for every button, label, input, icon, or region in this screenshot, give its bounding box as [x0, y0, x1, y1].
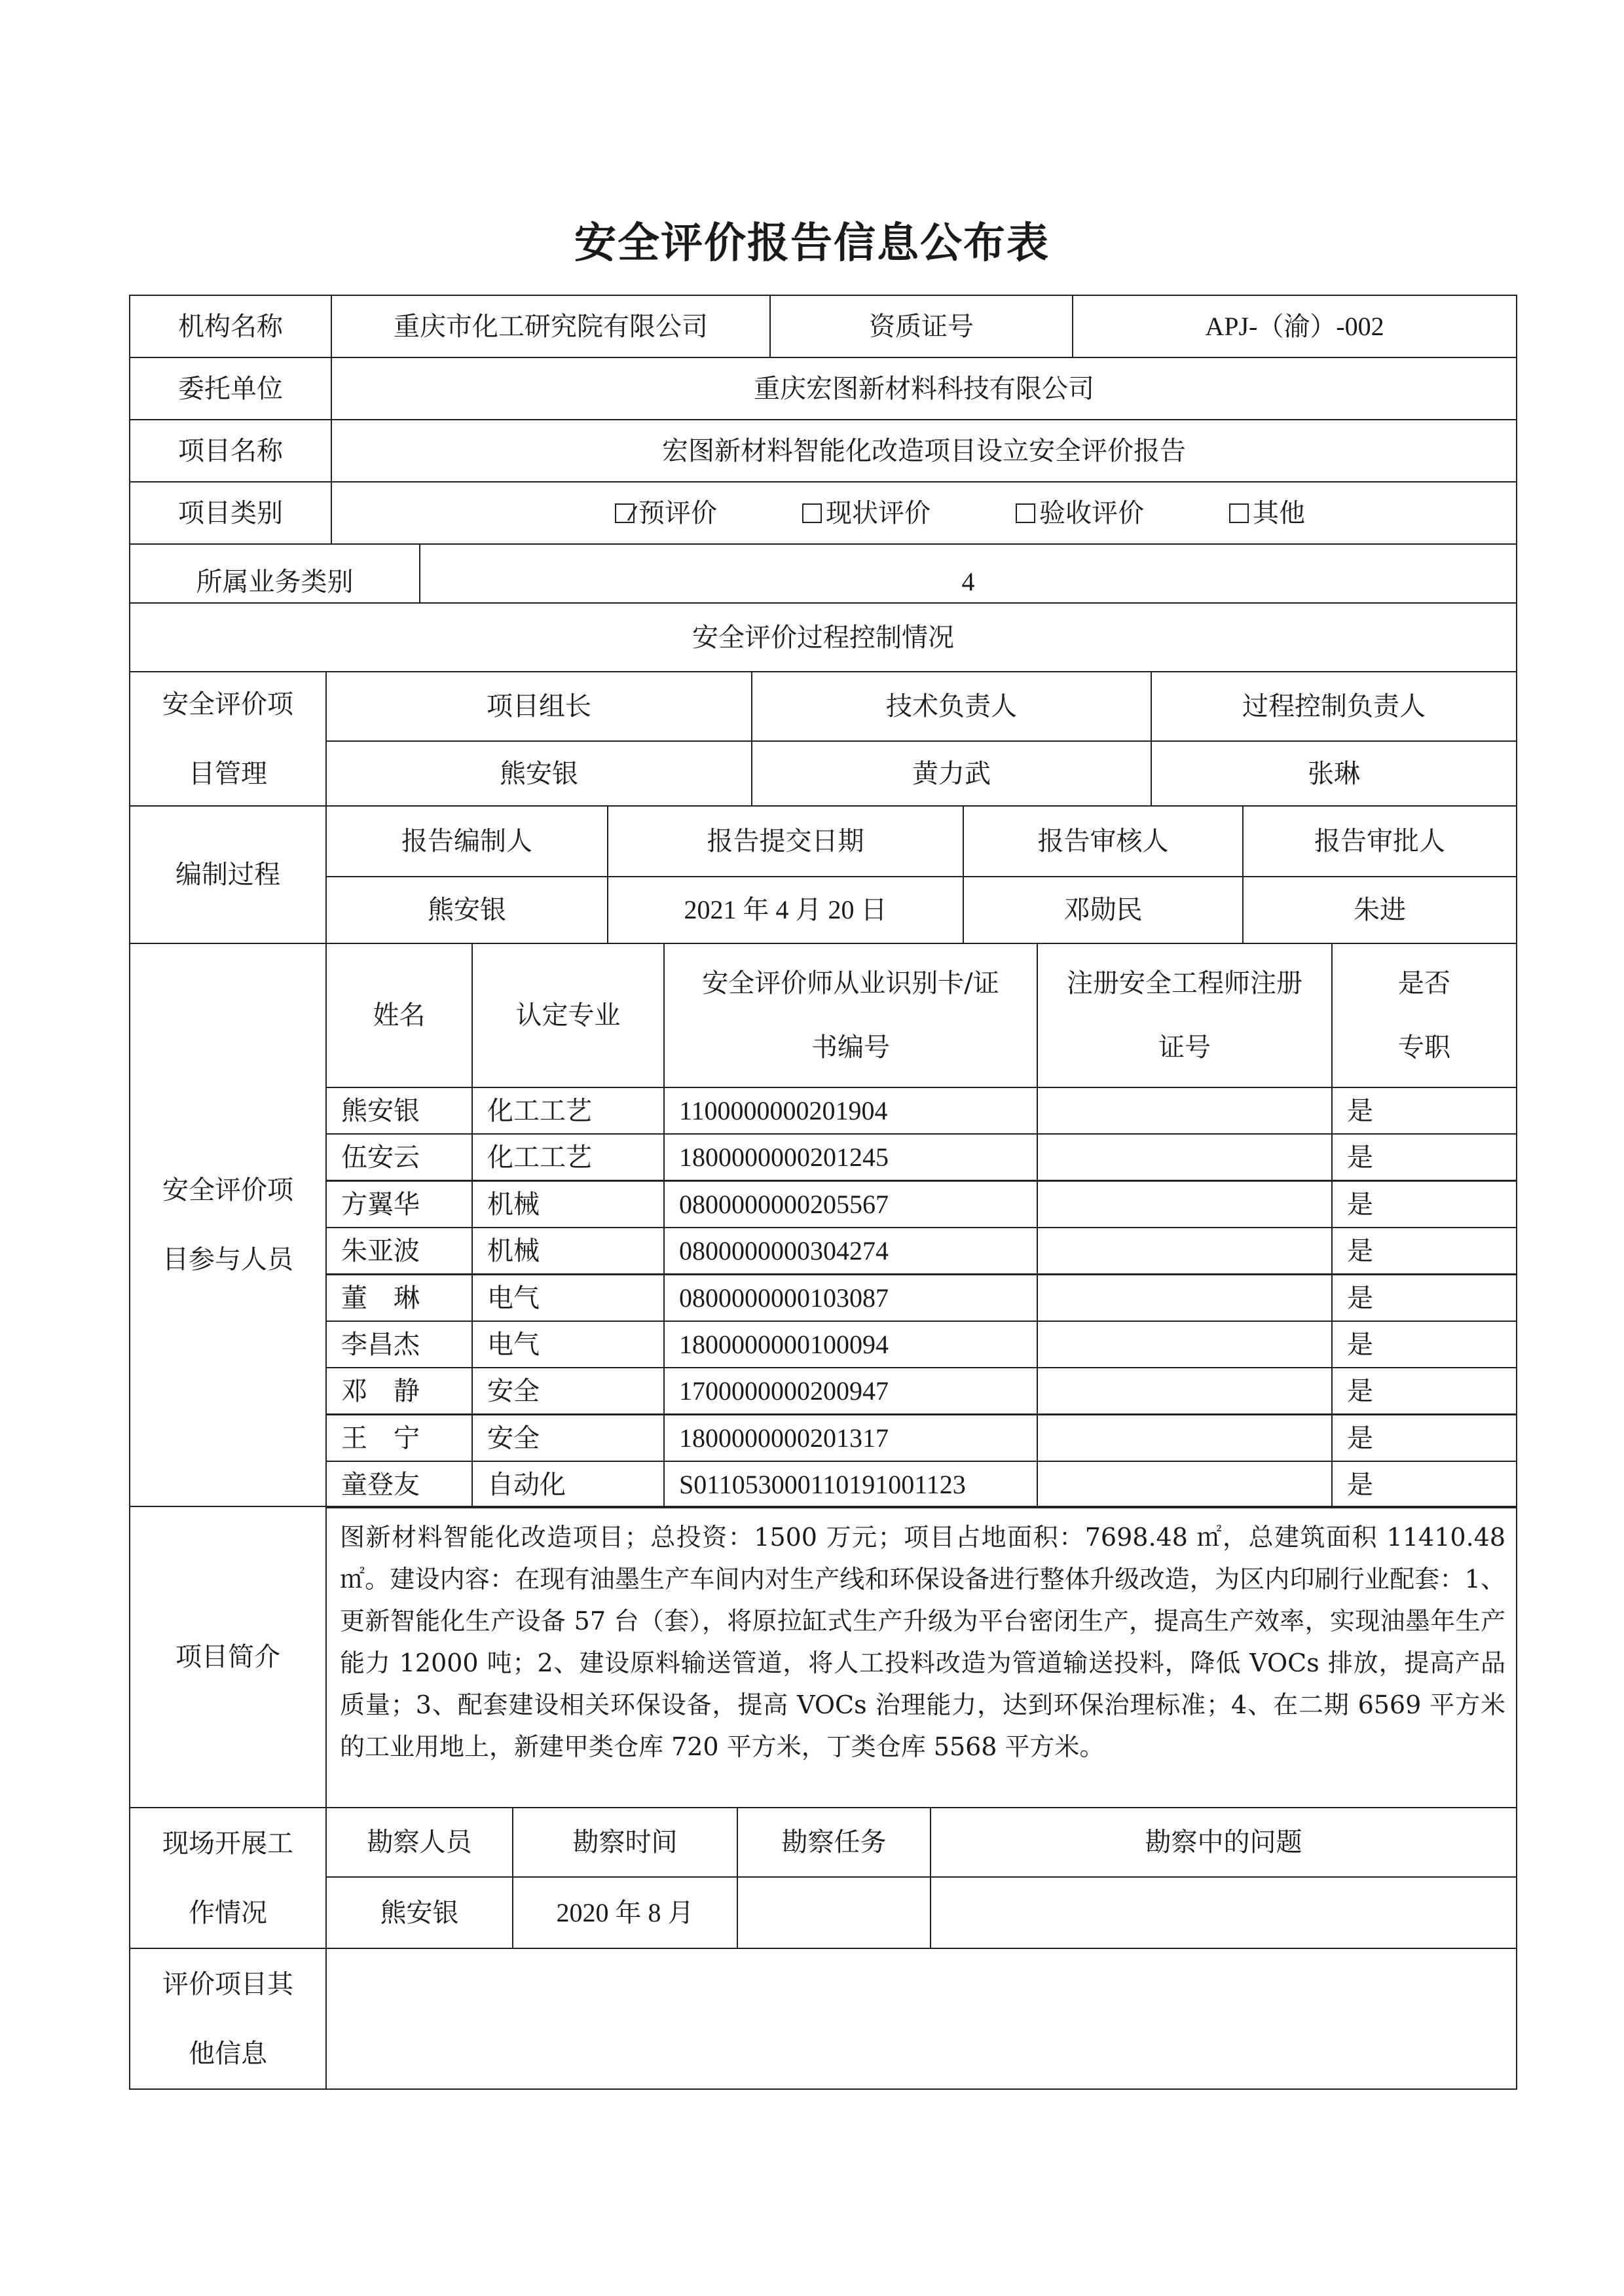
compilation-value-reviewer [963, 876, 1244, 944]
management-header-text: 项目组长 [487, 691, 591, 721]
participant-name: 李昌杰 [341, 1329, 420, 1360]
site-work-header-text: 勘察任务 [781, 1827, 887, 1857]
cert-label-text: 资质证号 [869, 311, 974, 342]
site-work-value-text: 熊安银 [380, 1897, 459, 1928]
participant-name: 童登友 [341, 1469, 420, 1500]
participant-name-cell [325, 1227, 473, 1275]
compilation-header-approver [1242, 805, 1517, 877]
site-work-header-staff [325, 1807, 513, 1878]
participant-major: 电气 [487, 1283, 540, 1313]
site-work-label [129, 1807, 327, 1949]
site-work-value-staff [325, 1876, 513, 1949]
participant-name-cell [325, 1133, 473, 1181]
participants-header-text: 姓名 [373, 1000, 426, 1030]
org-name-value-text: 重庆市化工研究院有限公司 [394, 311, 708, 342]
participant-name: 董 琳 [341, 1283, 420, 1313]
client-value [331, 357, 1517, 420]
site-work-label-line1: 现场开展工 [162, 1828, 293, 1859]
participant-fulltime: 是 [1347, 1329, 1373, 1360]
participant-fulltime: 是 [1347, 1235, 1373, 1266]
process-section-title-text: 安全评价过程控制情况 [692, 622, 954, 653]
org-name-value [331, 295, 771, 358]
participant-fulltime-cell [1331, 1274, 1517, 1322]
participant-name-cell [325, 1414, 473, 1462]
category-option-label: 验收评价 [1039, 498, 1144, 528]
site-work-header-text: 勘察中的问题 [1145, 1827, 1302, 1857]
participant-card: 0800000000103087 [679, 1283, 889, 1313]
cert-value-text: APJ-（渝）-002 [1205, 311, 1384, 341]
summary-text [325, 1506, 1517, 1808]
site-work-header-task [737, 1807, 931, 1878]
compilation-value-author [325, 876, 608, 944]
site-work-header-text: 勘察人员 [367, 1827, 472, 1857]
management-value-tech [751, 740, 1152, 807]
category-option-acceptance[interactable] [1016, 497, 1144, 530]
participant-major: 化工工艺 [487, 1095, 592, 1126]
participant-major-cell [471, 1133, 665, 1181]
participant-major: 电气 [487, 1329, 540, 1360]
category-option-pre[interactable] [615, 497, 717, 530]
participant-card-cell [663, 1414, 1038, 1462]
participants-header-text: 证号 [1158, 1032, 1211, 1063]
org-name-label [129, 295, 332, 358]
summary-label-text: 项目简介 [175, 1642, 280, 1672]
category-option-label: 其他 [1253, 498, 1305, 528]
participant-major: 化工工艺 [487, 1142, 592, 1173]
participant-fulltime-cell [1331, 1180, 1517, 1228]
participant-fulltime: 是 [1347, 1376, 1373, 1406]
compilation-header-text: 报告审核人 [1037, 826, 1169, 856]
site-work-value-task [737, 1876, 931, 1949]
participant-name: 方翼华 [341, 1189, 420, 1220]
project-value [331, 419, 1517, 483]
participant-reg-cell [1037, 1133, 1333, 1181]
participant-name: 熊安银 [341, 1095, 420, 1126]
category-options [331, 481, 1517, 545]
participants-label-line2: 目参与人员 [162, 1245, 293, 1275]
checkbox-empty-icon[interactable] [802, 503, 822, 523]
participant-fulltime-cell [1331, 1133, 1517, 1181]
participant-fulltime: 是 [1347, 1142, 1373, 1173]
cert-value [1072, 295, 1517, 358]
category-option-current[interactable] [802, 497, 931, 530]
project-label-text: 项目名称 [178, 435, 283, 466]
management-value-process [1151, 740, 1517, 807]
participant-card: 1800000000201317 [679, 1423, 889, 1453]
other-info-label-line1: 评价项目其 [162, 1969, 293, 1999]
participant-major-cell [471, 1367, 665, 1415]
participant-name: 朱亚波 [341, 1235, 420, 1266]
site-work-value-text: 2020 年 8 月 [556, 1897, 694, 1927]
participant-major-cell [471, 1274, 665, 1322]
compilation-header-text: 报告编制人 [401, 826, 532, 856]
other-info-label-line2: 他信息 [189, 2038, 267, 2069]
participant-reg-cell [1037, 1180, 1333, 1228]
participant-card-cell [663, 1321, 1038, 1368]
compilation-value-approver [1242, 876, 1517, 944]
management-label-line2: 目管理 [189, 758, 267, 789]
compilation-value-text: 邓勋民 [1063, 895, 1143, 925]
participants-label [129, 943, 327, 1507]
participant-major-cell [471, 1180, 665, 1228]
site-work-header-issues [930, 1807, 1517, 1878]
participant-card: 1800000000100094 [679, 1329, 889, 1359]
management-header-process [1151, 671, 1517, 742]
participant-reg-cell [1037, 1414, 1333, 1462]
participant-card-cell [663, 1180, 1038, 1228]
client-label [129, 357, 332, 420]
participant-name-cell [325, 1087, 473, 1135]
management-value-text: 张琳 [1308, 758, 1360, 789]
compilation-value-text: 朱进 [1354, 895, 1406, 925]
business-label [129, 543, 420, 604]
cert-label [769, 295, 1073, 358]
other-info-label [129, 1948, 327, 2090]
participant-major-cell [471, 1227, 665, 1275]
participant-card: 1100000000201904 [679, 1095, 888, 1125]
category-option-other[interactable] [1229, 497, 1305, 530]
project-value-text: 宏图新材料智能化改造项目设立安全评价报告 [662, 435, 1186, 466]
participant-reg-cell [1037, 1367, 1333, 1415]
participants-header-fulltime [1331, 943, 1517, 1088]
participant-card-cell [663, 1274, 1038, 1322]
management-value-text: 黄力武 [912, 758, 991, 789]
compilation-header-reviewer [963, 805, 1244, 877]
compilation-value-text: 熊安银 [428, 895, 506, 925]
participant-fulltime-cell [1331, 1414, 1517, 1462]
participant-card: 1700000000200947 [679, 1376, 889, 1406]
participant-card: 1800000000201245 [679, 1142, 889, 1172]
participants-header-text: 是否 [1398, 968, 1450, 998]
participant-fulltime: 是 [1347, 1469, 1373, 1500]
site-work-header-time [512, 1807, 738, 1878]
client-label-text: 委托单位 [178, 373, 283, 404]
participant-major-cell [471, 1414, 665, 1462]
summary-text-body: 图新材料智能化改造项目；总投资：1500 万元；项目占地面积：7698.48 ㎡，总建筑面积 11410.48 ㎡。建设内容：在现有油墨生产车间内对生产线和环保设备进行整体升级改造，为区内印刷行业配套：1、更新智能化生产设备 57 台（套），将原拉缸式生产升级为平台密闭生产，提高生产效率，实现油墨年生产能力 12000 吨；2、建设原料输送管道，将人工投料改造为管道输送投料，降低 VOCs 排放，提高产品质量；3、配套建设相关环保设备，提高 VOCs 治理能力，达到环保治理标准；4、在二期 6569 平方米的工业用地上，新建甲类仓库 720 平方米，丁类仓库 5568 平方米。 [340, 1523, 1505, 1761]
compilation-label-text: 编制过程 [175, 860, 280, 890]
management-value-text: 熊安银 [500, 758, 578, 789]
compilation-header-text: 报告提交日期 [707, 826, 864, 856]
participant-fulltime: 是 [1347, 1189, 1373, 1220]
business-label-text: 所属业务类别 [196, 567, 354, 597]
participant-card-cell [663, 1227, 1038, 1275]
document-title: 安全评价报告信息公布表 [574, 219, 1050, 268]
management-label [129, 671, 327, 807]
participant-major-cell [471, 1087, 665, 1135]
management-header-leader [325, 671, 752, 742]
participant-fulltime-cell [1331, 1367, 1517, 1415]
participants-header-text: 书编号 [811, 1032, 890, 1063]
participant-major: 机械 [487, 1235, 540, 1266]
participant-name-cell [325, 1180, 473, 1228]
checkbox-checked-icon[interactable] [615, 503, 635, 523]
category-label-text: 项目类别 [178, 498, 283, 528]
process-section-title [129, 602, 1517, 672]
checkbox-empty-icon[interactable] [1229, 503, 1249, 523]
project-label [129, 419, 332, 483]
participant-name-cell [325, 1461, 473, 1508]
participant-reg-cell [1037, 1227, 1333, 1275]
participants-header-reg [1037, 943, 1333, 1088]
participant-name: 伍安云 [341, 1142, 420, 1173]
participant-name-cell [325, 1321, 473, 1368]
participants-header-name [325, 943, 473, 1088]
category-option-label: 预评价 [638, 498, 717, 528]
client-value-text: 重庆宏图新材料科技有限公司 [754, 373, 1094, 404]
participant-name: 邓 静 [341, 1376, 420, 1406]
participant-name-cell [325, 1367, 473, 1415]
compilation-value-text: 2021 年 4 月 20 日 [684, 895, 887, 924]
management-label-line1: 安全评价项 [162, 689, 293, 720]
compilation-label [129, 805, 327, 944]
participant-reg-cell [1037, 1087, 1333, 1135]
participants-header-text: 注册安全工程师注册 [1067, 968, 1302, 998]
management-header-tech [751, 671, 1152, 742]
checkbox-empty-icon[interactable] [1016, 503, 1035, 523]
participants-header-text: 安全评价师从业识别卡/证 [702, 968, 999, 998]
participant-fulltime-cell [1331, 1087, 1517, 1135]
management-header-text: 过程控制负责人 [1242, 691, 1426, 721]
site-work-value-time [512, 1876, 738, 1949]
participant-card-cell [663, 1461, 1038, 1508]
site-work-header-text: 勘察时间 [572, 1827, 678, 1857]
site-work-value-issues [930, 1876, 1517, 1949]
category-option-label: 现状评价 [826, 498, 931, 528]
participant-major: 自动化 [487, 1469, 566, 1500]
participant-reg-cell [1037, 1274, 1333, 1322]
business-value-text: 4 [961, 567, 975, 596]
category-label [129, 481, 332, 545]
participant-fulltime-cell [1331, 1227, 1517, 1275]
participant-fulltime-cell [1331, 1461, 1517, 1508]
participant-fulltime: 是 [1347, 1095, 1373, 1126]
business-value [419, 543, 1517, 604]
participants-label-line1: 安全评价项 [162, 1175, 293, 1205]
summary-label [129, 1506, 327, 1808]
participants-header-major [471, 943, 665, 1088]
participant-reg-cell [1037, 1321, 1333, 1368]
site-work-label-line2: 作情况 [189, 1897, 267, 1928]
participant-fulltime: 是 [1347, 1283, 1373, 1313]
participant-card: 0800000000205567 [679, 1189, 889, 1219]
participant-card-cell [663, 1087, 1038, 1135]
participants-header-card [663, 943, 1038, 1088]
org-name-label-text: 机构名称 [178, 311, 283, 342]
participant-card: S011053000110191001123 [679, 1469, 966, 1499]
participants-header-text: 认定专业 [515, 1000, 621, 1030]
participant-fulltime: 是 [1347, 1423, 1373, 1453]
participant-name: 王 宁 [341, 1423, 420, 1453]
compilation-header-text: 报告审批人 [1314, 826, 1445, 856]
other-info-value [325, 1948, 1517, 2090]
compilation-value-date [607, 876, 964, 944]
participant-card-cell [663, 1133, 1038, 1181]
participant-reg-cell [1037, 1461, 1333, 1508]
participant-fulltime-cell [1331, 1321, 1517, 1368]
participant-card: 0800000000304274 [679, 1235, 889, 1266]
participant-major: 安全 [487, 1423, 540, 1453]
participant-major: 机械 [487, 1189, 540, 1220]
participants-header-text: 专职 [1398, 1032, 1450, 1063]
participant-major-cell [471, 1321, 665, 1368]
participant-major: 安全 [487, 1376, 540, 1406]
management-header-text: 技术负责人 [886, 691, 1017, 721]
participant-major-cell [471, 1461, 665, 1508]
participant-card-cell [663, 1367, 1038, 1415]
compilation-header-date [607, 805, 964, 877]
management-value-leader [325, 740, 752, 807]
compilation-header-author [325, 805, 608, 877]
participant-name-cell [325, 1274, 473, 1322]
